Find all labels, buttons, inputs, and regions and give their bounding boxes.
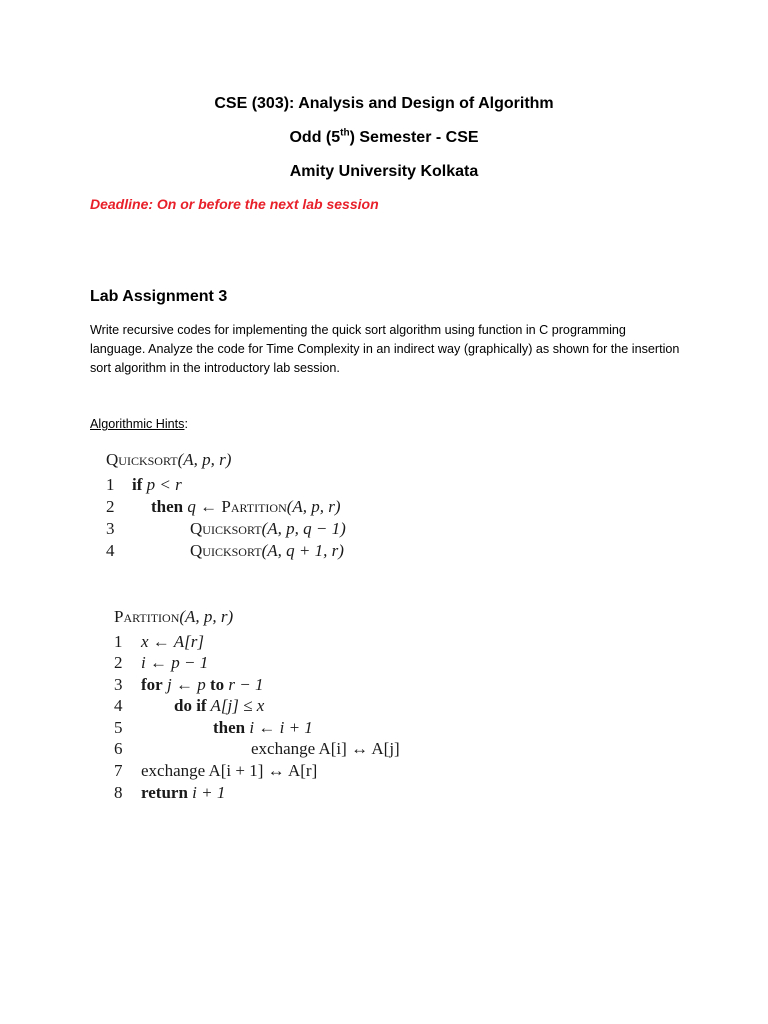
university-name: Amity University Kolkata: [289, 163, 479, 180]
quicksort-name: Quicksort: [106, 450, 178, 469]
deadline-notice: Deadline: On or before the next lab session: [90, 196, 379, 212]
lab-assignment-title: Lab Assignment 3: [90, 288, 228, 305]
line-number: 2: [106, 497, 115, 516]
code-text: A[j] ≤ x: [206, 696, 265, 715]
line-number: 4: [106, 541, 115, 560]
semester-superscript: th: [340, 127, 350, 139]
code-text: q ←: [183, 497, 222, 516]
assignment-description: Write recursive codes for implementing the quick sort algorithm using function in C programming language. Analyze the code for Time Complexity in an indirect way (graphically) as shown for the insertion sort algorithm in the introductory lab session.: [90, 323, 680, 375]
line-number: 2: [114, 653, 123, 672]
partition-name: Partition: [114, 607, 180, 626]
partition-pseudocode: [114, 607, 434, 807]
course-title: CSE (303): Analysis and Design of Algorithm: [214, 95, 554, 112]
line-number: 4: [114, 696, 123, 715]
quicksort-pseudocode: [106, 450, 406, 565]
semester-prefix: Odd (5: [289, 129, 341, 146]
code-text: i ← i + 1: [245, 718, 313, 737]
code-text: p < r: [142, 475, 182, 494]
keyword: for: [141, 675, 163, 694]
line-number: 3: [114, 675, 123, 694]
semester-suffix: ) Semester - CSE: [349, 129, 479, 146]
code-text: i + 1: [187, 783, 226, 802]
procedure-args: (A, q + 1, r): [261, 541, 344, 560]
procedure-name: Partition: [221, 497, 287, 516]
code-text: j ← p: [162, 675, 210, 694]
procedure-name: Quicksort: [190, 541, 262, 560]
line-number: 1: [106, 475, 115, 494]
line-number: 1: [114, 632, 123, 651]
keyword: then: [151, 497, 184, 516]
keyword: do if: [174, 696, 207, 715]
keyword: then: [213, 718, 246, 737]
hints-colon: :: [184, 417, 188, 431]
semester-line: [0, 128, 768, 148]
line-number: 6: [114, 739, 123, 758]
quicksort-params: (A, p, r): [177, 450, 232, 469]
line-number: 8: [114, 783, 123, 802]
code-text: r − 1: [224, 675, 264, 694]
code-text: exchange A[i] ↔ A[j]: [251, 739, 400, 758]
keyword: to: [209, 675, 225, 694]
procedure-args: (A, p, r): [286, 497, 341, 516]
procedure-args: (A, p, q − 1): [261, 519, 346, 538]
keyword: return: [141, 783, 188, 802]
partition-signature: [114, 607, 233, 627]
keyword: if: [132, 475, 143, 494]
quicksort-signature: [106, 450, 231, 470]
procedure-name: Quicksort: [190, 519, 262, 538]
code-text: exchange A[i + 1] ↔ A[r]: [141, 761, 318, 780]
hints-heading: [90, 417, 188, 431]
hints-label: Algorithmic Hints: [90, 417, 185, 431]
line-number: 7: [114, 761, 123, 780]
code-text: x ← A[r]: [141, 632, 204, 651]
line-number: 3: [106, 519, 115, 538]
partition-params: (A, p, r): [179, 607, 234, 626]
line-number: 5: [114, 718, 123, 737]
code-text: i ← p − 1: [141, 653, 209, 672]
